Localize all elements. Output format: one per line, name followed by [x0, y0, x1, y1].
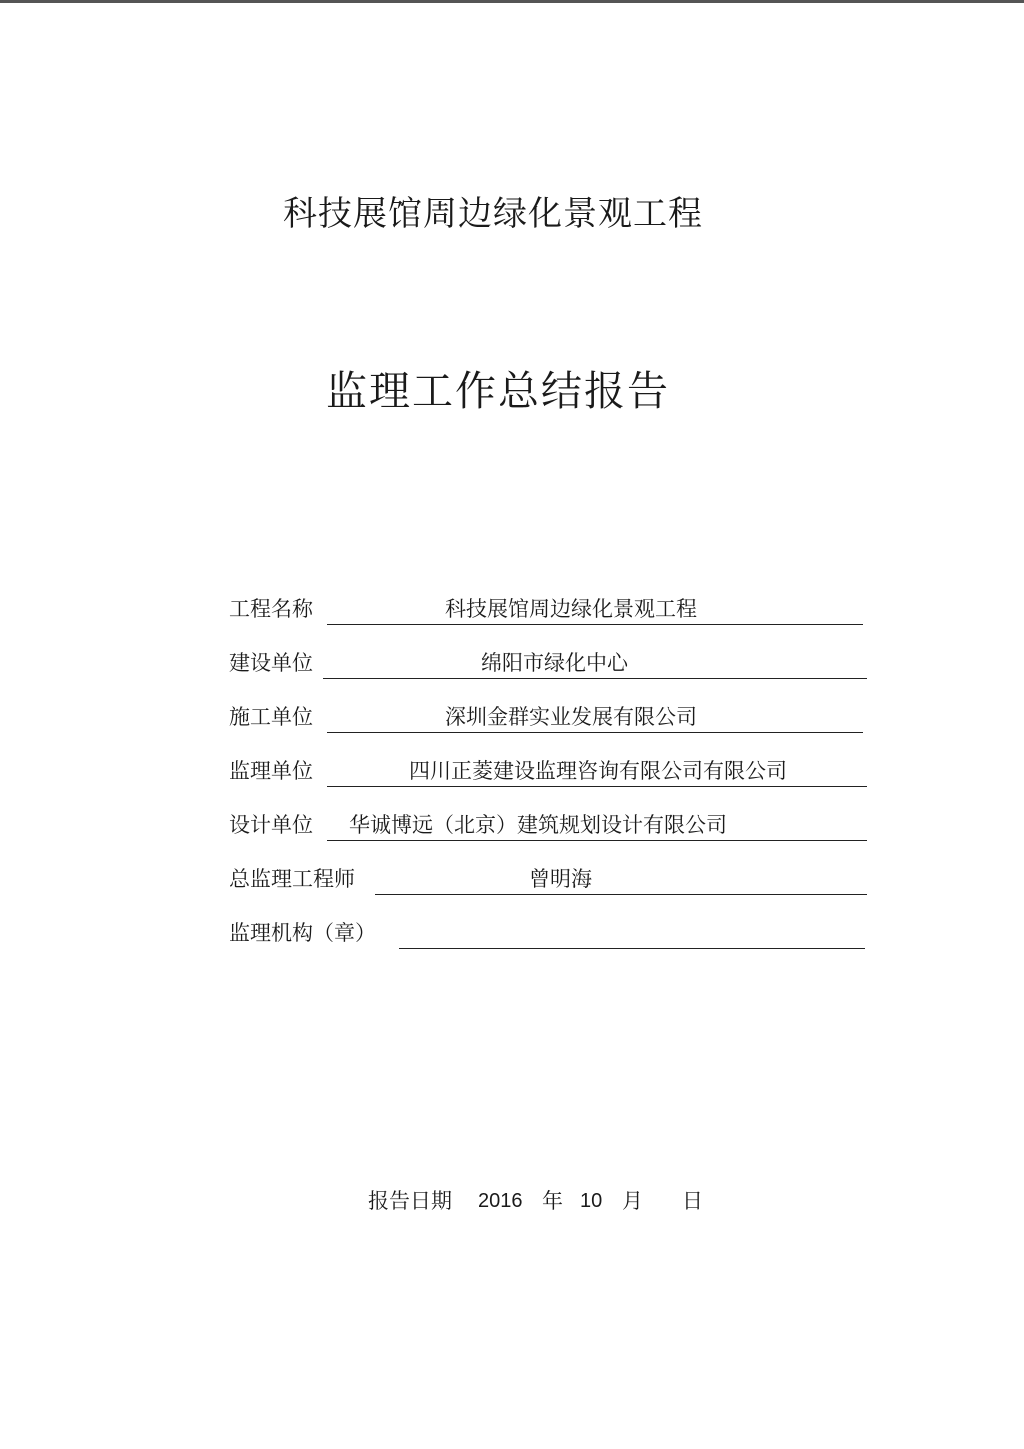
field-project-name — [229, 592, 869, 626]
field-value: 华诚博远（北京）建筑规划设计有限公司 — [349, 813, 727, 837]
field-value: 深圳金群实业发展有限公司 — [445, 705, 697, 729]
field-designer — [229, 808, 869, 842]
field-value: 四川正菱建设监理咨询有限公司有限公司 — [409, 759, 787, 783]
field-underline — [399, 916, 865, 949]
field-label: 总监理工程师 — [229, 867, 355, 891]
field-client — [229, 646, 869, 680]
field-contractor — [229, 700, 869, 734]
page-top-border — [0, 0, 1024, 3]
field-underline — [375, 862, 867, 895]
field-label: 监理单位 — [229, 759, 313, 783]
field-value: 科技展馆周边绿化景观工程 — [445, 597, 697, 621]
field-label: 监理机构（章） — [229, 921, 376, 945]
field-value: 曾明海 — [529, 867, 592, 891]
project-title: 科技展馆周边绿化景观工程 — [283, 194, 703, 234]
report-date-month: 10 — [580, 1190, 603, 1212]
field-chief-engineer — [229, 862, 869, 896]
report-date-year-unit: 年 — [542, 1189, 563, 1213]
field-supervision-seal — [229, 916, 869, 950]
report-date-month-unit: 月 — [622, 1189, 643, 1213]
field-value: 绵阳市绿化中心 — [481, 651, 628, 675]
field-label: 施工单位 — [229, 705, 313, 729]
field-label: 工程名称 — [229, 597, 313, 621]
report-date-day-unit: 日 — [682, 1189, 703, 1213]
field-supervisor — [229, 754, 869, 788]
field-label: 建设单位 — [229, 651, 313, 675]
report-date-year: 2016 — [478, 1190, 523, 1212]
field-label: 设计单位 — [229, 813, 313, 837]
report-title: 监理工作总结报告 — [326, 367, 670, 415]
report-date-label: 报告日期 — [368, 1189, 452, 1213]
